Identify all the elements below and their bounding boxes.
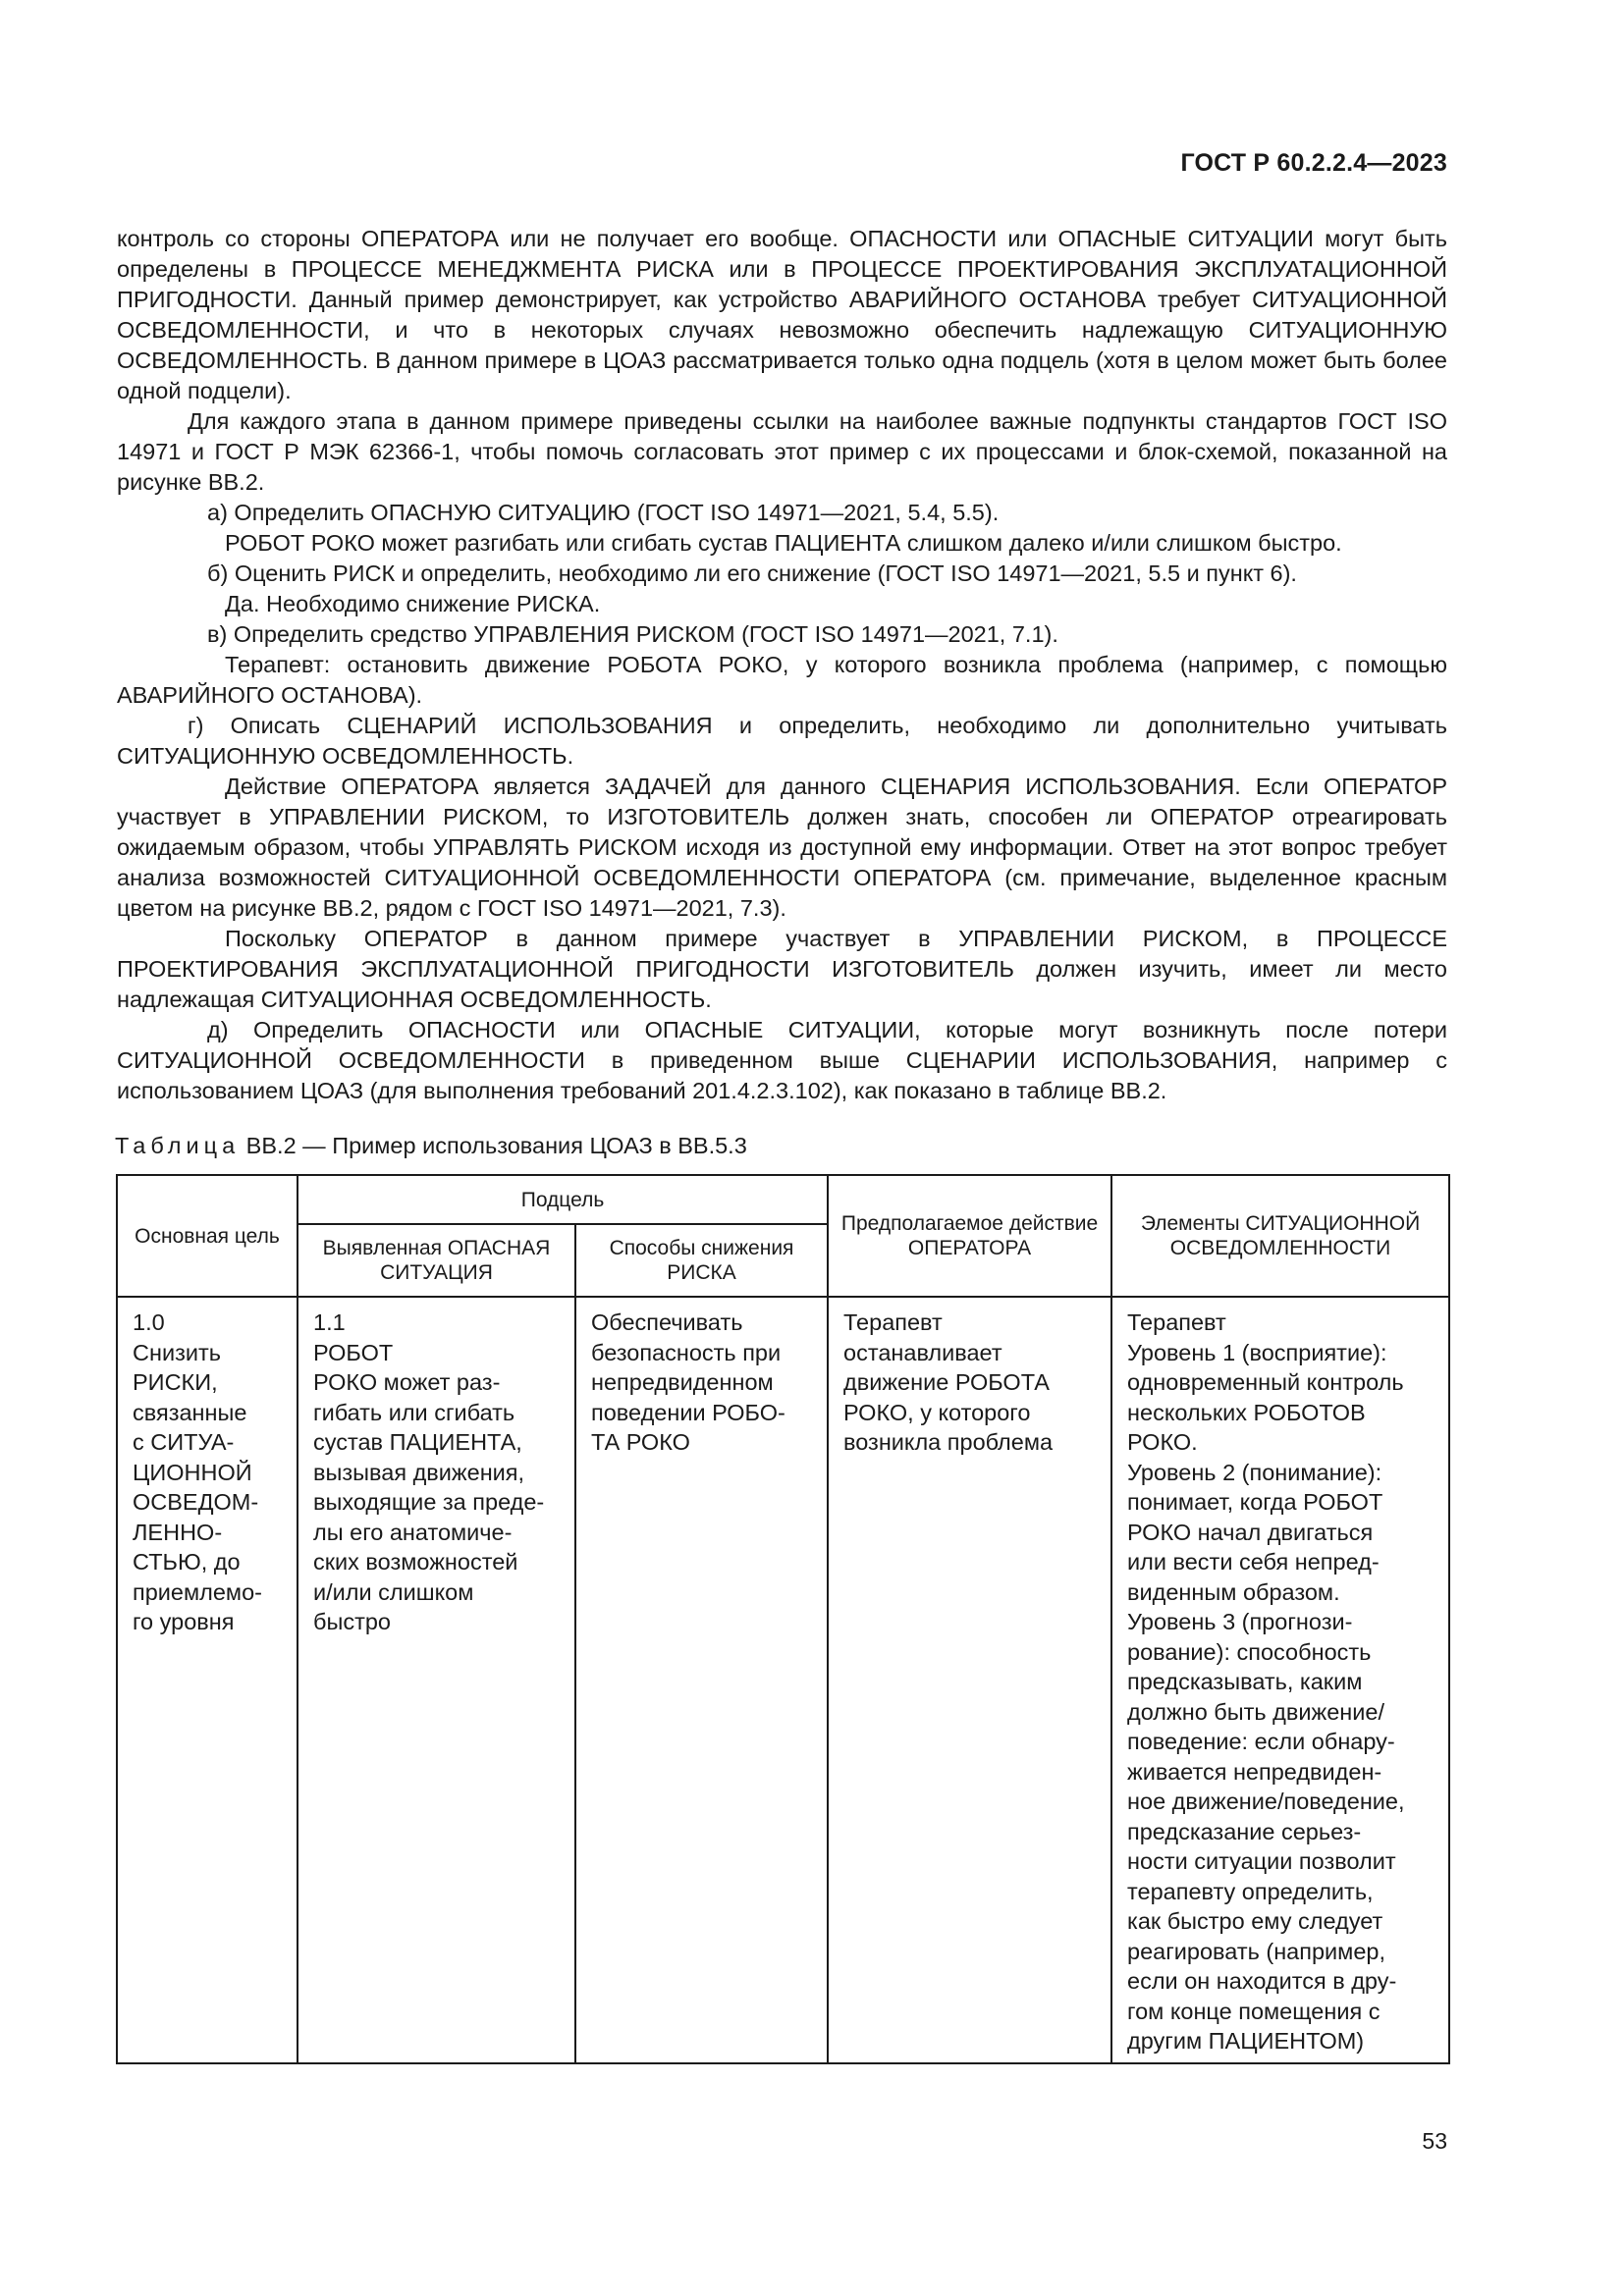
risk-analysis-table xyxy=(116,1174,1450,2064)
list-item-d: д) Определить ОПАСНОСТИ или ОПАСНЫЕ СИТУАЦИИ, которые могут возникнуть после потери СИТУАЦИОННОЙ ОСВЕДОМЛЕННОСТИ в приведенном выше СЦЕНАРИИ ИСПОЛЬЗОВАНИЯ, например с использованием ЦОАЗ (для выполнения требований 201.4.2.3.102), как показано в таблице ВВ.2. xyxy=(117,1017,1447,1103)
cell-sa-elements: Терапевт Уровень 1 (восприятие): одновременный контроль нескольких РОБОТОВ РОКО. Уровень 2 (понимание): понимает, когда РОБОТ РОКО начал двигаться или вести себя непред- виденным образом. Уровень 3 (прогнози- рование): способность предсказывать, каким должно быть движение/ поведение: если обнару- живается непредвиден- ное движение/поведение, предсказание серьез- ности ситуации позволит терапевту определить, как быстро ему следует реагировать (например, если он находится в дру- гом конце помещения с другим ПАЦИЕНТОМ) xyxy=(1111,1297,1449,2063)
table-row xyxy=(117,1297,1449,2063)
page-number: 53 xyxy=(1422,2128,1447,2154)
header-risk-mitigation: Способы снижения РИСКА xyxy=(575,1224,828,1297)
header-sa-elements: Элементы СИТУАЦИОННОЙ ОСВЕДОМЛЕННОСТИ xyxy=(1111,1175,1449,1297)
list-item-v-detail: Терапевт: остановить движение РОБОТА РОКО, у которого возникла проблема (например, с помощью АВАРИЙНОГО ОСТАНОВА). xyxy=(117,652,1447,708)
table-caption-title: ВВ.2 — Пример использования ЦОАЗ в ВВ.5.3 xyxy=(240,1133,747,1158)
header-operator-action: Предполагаемое действие ОПЕРАТОРА xyxy=(828,1175,1111,1297)
list-item-a: а) Определить ОПАСНУЮ СИТУАЦИЮ (ГОСТ ISO 14971—2021, 5.4, 5.5). xyxy=(207,500,1000,525)
paragraph: контроль со стороны ОПЕРАТОРА или не получает его вообще. ОПАСНОСТИ или ОПАСНЫЕ СИТУАЦИИ могут быть определены в ПРОЦЕССЕ МЕНЕДЖМЕНТА РИСКА или в ПРОЦЕССЕ ПРОЕКТИРОВАНИЯ ЭКСПЛУАТАЦИОННОЙ ПРИГОДНОСТИ. Данный пример демонстрирует, как устройство АВАРИЙНОГО ОСТАНОВА требует СИТУАЦИОННОЙ ОСВЕДОМЛЕННОСТИ, и что в некоторых случаях невозможно обеспечить надлежащую СИТУАЦИОННУЮ ОСВЕДОМЛЕННОСТЬ. В данном примере в ЦОАЗ рассматривается только одна подцель (хотя в целом может быть более одной подцели). xyxy=(117,226,1447,403)
list-item-g: г) Описать СЦЕНАРИЙ ИСПОЛЬЗОВАНИЯ и определить, необходимо ли дополнительно учитывать СИТУАЦИОННУЮ ОСВЕДОМЛЕННОСТЬ. xyxy=(117,713,1447,769)
cell-risk-mitigation: Обеспечивать безопасность при непредвиденном поведении РОБО- ТА РОКО xyxy=(575,1297,828,2063)
list-item-g-detail-2: Поскольку ОПЕРАТОР в данном примере участвует в УПРАВЛЕНИИ РИСКОМ, в ПРОЦЕССЕ ПРОЕКТИРОВАНИЯ ЭКСПЛУАТАЦИОННОЙ ПРИГОДНОСТИ ИЗГОТОВИТЕЛЬ должен изучить, имеет ли место надлежащая СИТУАЦИОННАЯ ОСВЕДОМЛЕННОСТЬ. xyxy=(117,926,1447,1012)
body-text xyxy=(117,224,1447,1106)
document-number: ГОСТ Р 60.2.2.4—2023 xyxy=(1180,149,1447,177)
cell-operator-action: Терапевт останавливает движение РОБОТА РОКО, у которого возникла проблема xyxy=(828,1297,1111,2063)
list-item-a-detail: РОБОТ РОКО может разгибать или сгибать сустав ПАЦИЕНТА слишком далеко и/или слишком быстро. xyxy=(225,530,1342,556)
table-caption-label: Таблица xyxy=(115,1133,241,1158)
header-main-goal: Основная цель xyxy=(117,1175,298,1297)
list-item-g-detail-1: Действие ОПЕРАТОРА является ЗАДАЧЕЙ для данного СЦЕНАРИЯ ИСПОЛЬЗОВАНИЯ. Если ОПЕРАТОР участвует в УПРАВЛЕНИИ РИСКОМ, то ИЗГОТОВИТЕЛЬ должен знать, способен ли ОПЕРАТОР отреагировать ожидаемым образом, чтобы УПРАВЛЯТЬ РИСКОМ исходя из доступной ему информации. Ответ на этот вопрос требует анализа возможностей СИТУАЦИОННОЙ ОСВЕДОМЛЕННОСТИ ОПЕРАТОРА (см. примечание, выделенное красным цветом на рисунке ВВ.2, рядом с ГОСТ ISO 14971—2021, 7.3). xyxy=(117,774,1447,921)
table-caption xyxy=(115,1131,747,1160)
cell-main-goal: 1.0 Снизить РИСКИ, связанные с СИТУА- ЦИОННОЙ ОСВЕДОМ- ЛЕННО- СТЬЮ, до приемлемо- го уровня xyxy=(117,1297,298,2063)
header-identified-hazard: Выявленная ОПАСНАЯ СИТУАЦИЯ xyxy=(298,1224,575,1297)
paragraph: Для каждого этапа в данном примере приведены ссылки на наиболее важные подпункты стандартов ГОСТ ISO 14971 и ГОСТ Р МЭК 62366-1, чтобы помочь согласовать этот пример с их процессами и блок-схемой, показанной на рисунке ВВ.2. xyxy=(117,408,1447,495)
list-item-v: в) Определить средство УПРАВЛЕНИЯ РИСКОМ (ГОСТ ISO 14971—2021, 7.1). xyxy=(207,621,1058,647)
cell-identified-hazard: 1.1 РОБОТ РОКО может раз- гибать или сгибать сустав ПАЦИЕНТА, вызывая движения, выходящие за преде- лы его анатомиче- ских возможностей и/или слишком быстро xyxy=(298,1297,575,2063)
list-item-b-detail: Да. Необходимо снижение РИСКА. xyxy=(225,591,601,616)
header-subgoal: Подцель xyxy=(298,1175,828,1224)
list-item-b: б) Оценить РИСК и определить, необходимо ли его снижение (ГОСТ ISO 14971—2021, 5.5 и пункт 6). xyxy=(207,561,1297,586)
